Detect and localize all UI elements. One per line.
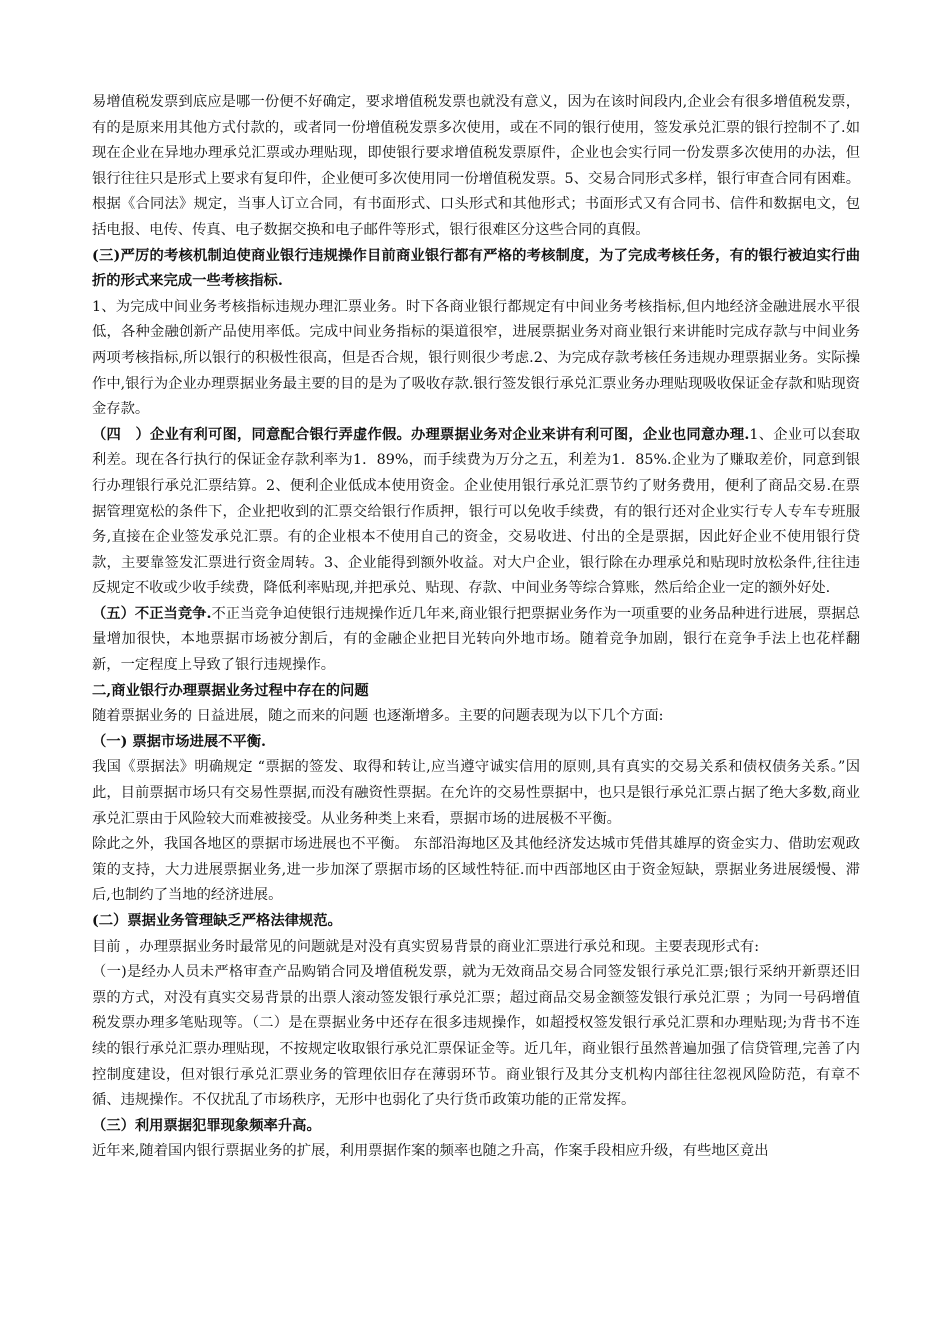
paragraph-section-5 [92,602,860,679]
paragraph-1: 易增值税发票到底应是哪一份便不好确定，要求增值税发票也就没有意义，因为在该时间段内,企业会有很多增值税发票，有的是原来用其他方式付款的，或者同一份增值税发票多次使用，或在不同的银行使用，签发承兑汇票的银行控制不了.如现在企业在异地办理承兑汇票或办理贴现，即使银行要求增值税发票原件，企业也会实行同一份发票多次使用的办法，但银行往往只是形式上要求有复印件，企业便可多次使用同一份增值税发票。5、交易合同形式多样，银行审查合同有困难。根据《合同法》规定，当事人订立合同，有书面形式、口头形式和其他形式；书面形式又有合同书、信件和数据电文，包括电报、电传、传真、电子数据交换和电子邮件等形式，银行很难区分这些合同的真假。 [92,94,860,238]
paragraph-2: 1、为完成中间业务考核指标违规办理汇票业务。时下各商业银行都规定有中间业务考核指标,但内地经济金融进展水平很低，各种金融创新产品使用率低。完成中间业务指标的渠道很窄，进展票据业务对商业银行来讲能时完成存款与中间业务两项考核指标,所以银行的积极性很高，但是否合规，银行则很少考虑.2、为完成存款考核任务违规办理票据业务。实际操作中,银行为企业办理票据业务最主要的目的是为了吸收存款.银行签发银行承兑汇票业务办理贴现吸收保证金存款和贴现资金存款。 [92,298,860,418]
document-page [92,90,860,1165]
heading-part-2: 二,商业银行办理票据业务过程中存在的问题 [92,682,369,699]
heading-sub-1: （一) 票据市场进展不平衡. [92,733,266,750]
paragraph-section-4 [92,423,860,602]
paragraph-7: 除此之外，我国各地区的票据市场进展也不平衡。 东部沿海地区及其他经济发达城市凭借其雄厚的资金实力、借助宏观政策的支持，大力进展票据业务,进一步加深了票据市场的区域性特征.而中西部地区由于资金短缺，票据业务进展缓慢、滞后,也制约了当地的经济进展。 [92,836,860,904]
paragraph-8: 目前 ，办理票据业务时最常见的问题就是对没有真实贸易背景的商业汇票进行承兑和现。主要表现形式有: [92,938,760,955]
paragraph-5: 随着票据业务的 日益进展，随之而来的问题 也逐渐增多。主要的问题表现为以下几个方面: [92,708,664,725]
heading-sub-3: （三）利用票据犯罪现象频率升高。 [92,1117,321,1134]
heading-sub-2: (二）票据业务管理缺乏严格法律规范。 [92,913,342,929]
heading-section-5: （五）不正当竞争. [92,605,212,622]
paragraph-3: 1、企业可以套取利差。现在各行执行的保证金存款利率为1．89%，而手续费为万分之五，利差为1．85%.企业为了赚取差价，同意到银行办理银行承兑汇票结算。2、便利企业低成本使用资金。企业使用银行承兑汇票节约了财务费用，便利了商品交易.在票据管理宽松的条件下，企业把收到的汇票交给银行作质押，银行可以免收手续费，有的银行还对企业实行专人专车专班服务,直接在企业签发承兑汇票。有的企业根本不使用自己的资金，交易收进、付出的全是票据，因此好企业不使用银行贷款，主要靠签发汇票进行资金周转。3、企业能得到额外收益。对大户企业，银行除在办理承兑和贴现时放松条件,往往违反规定不收或少收手续费，降低利率贴现,并把承兑、贴现、存款、中间业务等综合算账，然后给企业一定的额外好处. [92,426,860,597]
heading-section-3: (三)严厉的考核机制迫使商业银行违规操作目前商业银行都有严格的考核制度，为了完成考核任务，有的银行被迫实行曲折的形式来完成一些考核指标. [92,247,860,290]
heading-section-4: （四 ）企业有利可图，同意配合银行弄虚作假。办理票据业务对企业来讲有利可图，企业也同意办理. [92,426,750,443]
paragraph-9: （一)是经办人员未严格审查产品购销合同及增值税发票，就为无效商品交易合同签发银行承兑汇票;银行采纳开新票还旧票的方式，对没有真实交易背景的出票人滚动签发银行承兑汇票；超过商品交易金额签发银行承兑汇票 ；为同一号码增值税发票办理多笔贴现等。（二）是在票据业务中还存在很多违规操作，如超授权签发银行承兑汇票和办理贴现;为背书不连续的银行承兑汇票办理贴现，不按规定收取银行承兑汇票保证金等。近几年，商业银行虽然普遍加强了信贷管理,完善了内控制度建设，但对银行承兑汇票业务的管理依旧存在薄弱环节。商业银行及其分支机构内部往往忽视风险防范，有章不循、违规操作。不仅扰乱了市场秩序，无形中也弱化了央行货币政策功能的正常发挥。 [92,964,860,1109]
paragraph-10: 近年来,随着国内银行票据业务的扩展，利用票据作案的频率也随之升高，作案手段相应升级，有些地区竟出 [92,1143,769,1160]
paragraph-6: 我国《票据法》明确规定 “票据的签发、取得和转让,应当遵守诚实信用的原则,具有真实的交易关系和债权债务关系。”因此，目前票据市场只有交易性票据,而没有融资性票据。在允许的交易性票据中，也只是银行承兑汇票占据了绝大多数,商业承兑汇票由于风险较大而难被接受。从业务种类上来看，票据市场的进展极不平衡。 [92,759,860,827]
paragraph-4: 不正当竞争迫使银行违规操作近几年来,商业银行把票据业务作为一项重要的业务品种进行进展，票据总量增加很快，本地票据市场被分割后，有的金融企业把目光转向外地市场。随着竞争加剧，银行在竞争手法上也花样翻新，一定程度上导致了银行违规操作。 [92,605,860,674]
